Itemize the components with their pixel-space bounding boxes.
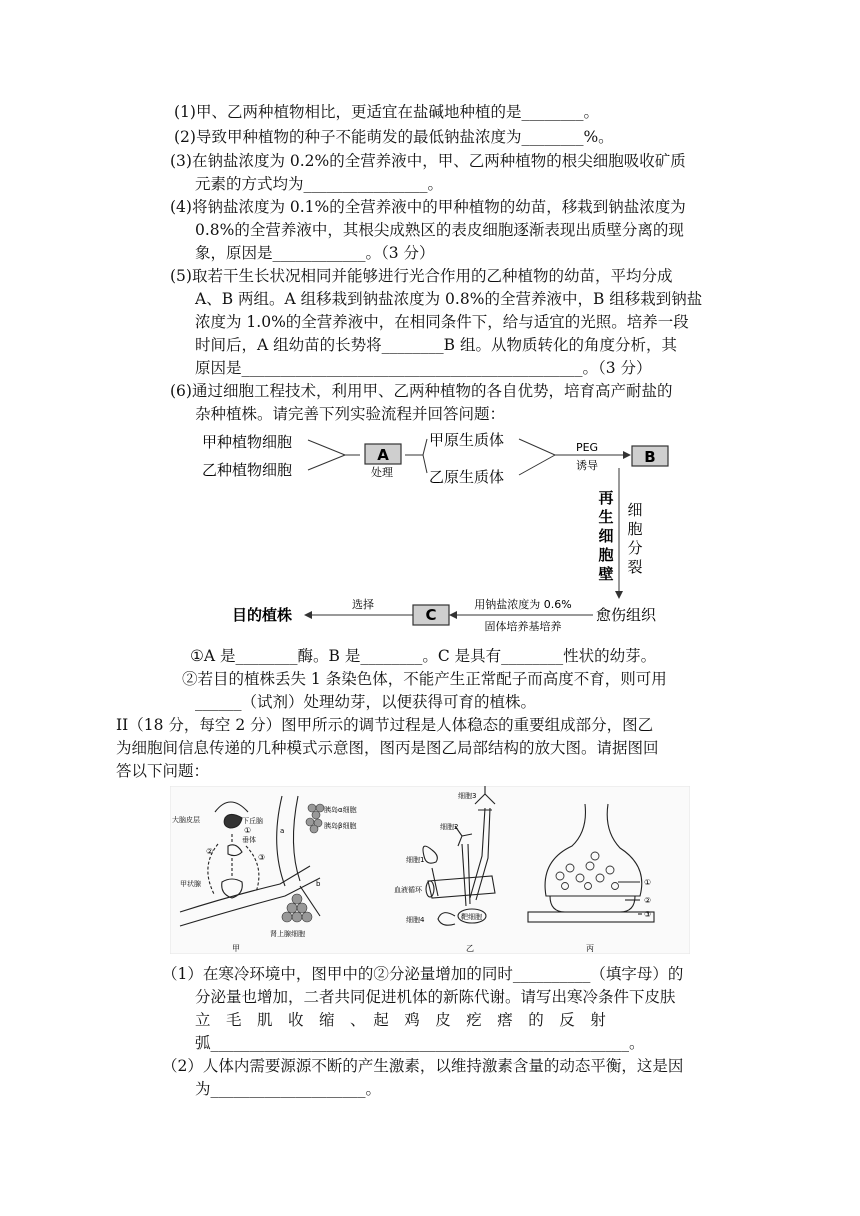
fig-jia-hypothalamus: 下丘脑 xyxy=(242,817,263,825)
fig-jia-islet-alpha: 胰岛α细胞 xyxy=(324,806,357,814)
fig-bing-num-1: ① xyxy=(644,878,652,887)
question-1: (1)甲、乙两种植物相比，更适宜在盐碱地种植的是________。 xyxy=(174,103,599,121)
fig-caption-jia: 甲 xyxy=(232,944,240,953)
fig-bing-num-3: ③ xyxy=(644,910,652,919)
regen-char-5: 壁 xyxy=(598,565,614,583)
part2-q1-line-4: 弧______________________________________________________。 xyxy=(195,1034,645,1052)
answer-line-3: ______（试剂）处理幼芽，以便获得可育的植株。 xyxy=(195,693,537,711)
part2-q1-line-1: （1）在寒冷环境中，图甲中的②分泌量增加的同时__________（填字母）的 xyxy=(162,965,684,983)
question-6-line-1: (6)通过细胞工程技术，利用甲、乙两种植物的各自优势，培育高产耐盐的 xyxy=(170,382,673,400)
regen-char-4: 胞 xyxy=(598,546,614,564)
fig-yi-cell-1: 细胞1 xyxy=(406,856,425,864)
question-2: (2)导致甲种植物的种子不能萌发的最低钠盐浓度为________%。 xyxy=(174,128,614,146)
answer-line-1: ①A 是________酶。B 是________。C 是具有________性状的幼芽。 xyxy=(190,647,657,665)
fig-caption-bing: 丙 xyxy=(586,944,594,953)
fig-yi-cell-3: 细胞3 xyxy=(458,792,477,800)
label-protoplast-b: 乙原生质体 xyxy=(429,468,505,486)
label-select: 选择 xyxy=(352,598,374,611)
question-5-line-5: 原因是____________________________________________。（3 分） xyxy=(195,359,652,377)
box-a-label: A xyxy=(377,446,389,464)
label-peg: PEG xyxy=(575,441,599,454)
label-treatment: 处理 xyxy=(371,466,393,479)
fig-jia-pituitary: 垂体 xyxy=(242,836,256,844)
fig-yi-target: 靶细胞 xyxy=(461,913,482,921)
fig-jia-num-3: ③ xyxy=(258,853,266,862)
label-protoplast-a: 甲原生质体 xyxy=(429,431,505,449)
question-4-line-1: (4)将钠盐浓度为 0.1%的全营养液中的甲种植物的幼苗，移栽到钠盐浓度为 xyxy=(170,198,686,216)
signal-transmission-figure xyxy=(170,786,690,954)
label-medium-bottom: 固体培养基培养 xyxy=(484,620,562,633)
part2-intro-line-3: 答以下问题： xyxy=(116,762,210,780)
question-5-line-3: 浓度为 1.0%的全营养液中，在相同条件下，给与适宜的光照。培养一段 xyxy=(195,313,689,331)
box-c-label: C xyxy=(425,606,437,624)
divide-char-1: 细 xyxy=(627,501,643,519)
part2-intro-line-2: 为细胞间信息传递的几种模式示意图，图丙是图乙局部结构的放大图。请据图回 xyxy=(116,739,659,757)
question-4-line-3: 象，原因是____________。（3 分） xyxy=(195,244,435,262)
box-b-label: B xyxy=(644,448,656,466)
regen-char-2: 生 xyxy=(598,508,614,526)
fig-bing-num-2: ② xyxy=(644,896,652,905)
label-plant-b-cell: 乙种植物细胞 xyxy=(202,461,293,479)
question-3-line-1: (3)在钠盐浓度为 0.2%的全营养液中，甲、乙两种植物的根尖细胞吸收矿质 xyxy=(170,152,686,170)
fig-jia-num-1: ① xyxy=(244,826,252,835)
fig-jia-cortex: 大脑皮层 xyxy=(172,816,200,824)
fig-jia-num-2: ② xyxy=(206,847,214,856)
fig-yi-cell-4: 细胞4 xyxy=(406,916,425,924)
part2-intro-line-1: II（18 分，每空 2 分）图甲所示的调节过程是人体稳态的重要组成部分，图乙 xyxy=(116,716,654,734)
part2-q2-line-2: 为____________________。 xyxy=(195,1080,382,1098)
regen-char-1: 再 xyxy=(598,489,614,507)
question-3-line-2: 元素的方式均为________________。 xyxy=(195,175,444,193)
answer-line-2: ②若目的植株丢失 1 条染色体，不能产生正常配子而高度不育，则可用 xyxy=(182,670,667,688)
cell-engineering-flow-diagram xyxy=(195,425,675,640)
fig-jia-adrenal: 肾上腺细胞 xyxy=(270,930,305,938)
label-plant-a-cell: 甲种植物细胞 xyxy=(202,433,293,451)
divide-char-2: 胞 xyxy=(627,520,643,538)
label-target-plant: 目的植株 xyxy=(232,606,293,624)
regen-char-3: 细 xyxy=(598,527,614,545)
part2-q2-line-1: （2）人体内需要源源不断的产生激素，以维持激素含量的动态平衡，这是因 xyxy=(162,1057,684,1075)
label-induce: 诱导 xyxy=(576,459,598,472)
fig-jia-letter-a: a xyxy=(280,827,285,835)
question-6-line-2: 杂种植株。请完善下列实验流程并回答问题： xyxy=(195,405,506,423)
part2-q1-line-3: 立 毛 肌 收 缩 、 起 鸡 皮 疙 瘩 的 反 射 xyxy=(195,1011,606,1029)
label-medium-top: 用钠盐浓度为 0.6% xyxy=(474,598,572,611)
fig-yi-cell-2: 细胞2 xyxy=(440,823,459,831)
question-5-line-2: A、B 两组。A 组移栽到钠盐浓度为 0.8%的全营养液中，B 组移栽到钠盐 xyxy=(195,290,703,308)
fig-jia-islet-beta: 胰岛β细胞 xyxy=(324,822,357,830)
divide-char-4: 裂 xyxy=(627,558,643,576)
question-5-line-4: 时间后，A 组幼苗的长势将________B 组。从物质转化的角度分析，其 xyxy=(195,336,677,354)
question-5-line-1: (5)取若干生长状况相同并能够进行光合作用的乙种植物的幼苗，平均分成 xyxy=(170,267,673,285)
label-callus: 愈伤组织 xyxy=(596,606,657,624)
question-4-line-2: 0.8%的全营养液中，其根尖成熟区的表皮细胞逐渐表现出质壁分离的现 xyxy=(195,221,684,239)
fig-jia-thyroid: 甲状腺 xyxy=(180,880,201,888)
part2-q1-line-2: 分泌量也增加，二者共同促进机体的新陈代谢。请写出寒冷条件下皮肤 xyxy=(195,988,676,1006)
fig-caption-yi: 乙 xyxy=(466,944,474,953)
fig-jia-letter-b: b xyxy=(316,880,321,888)
divide-char-3: 分 xyxy=(627,539,643,557)
fig-yi-blood: 血液循环 xyxy=(394,886,422,894)
